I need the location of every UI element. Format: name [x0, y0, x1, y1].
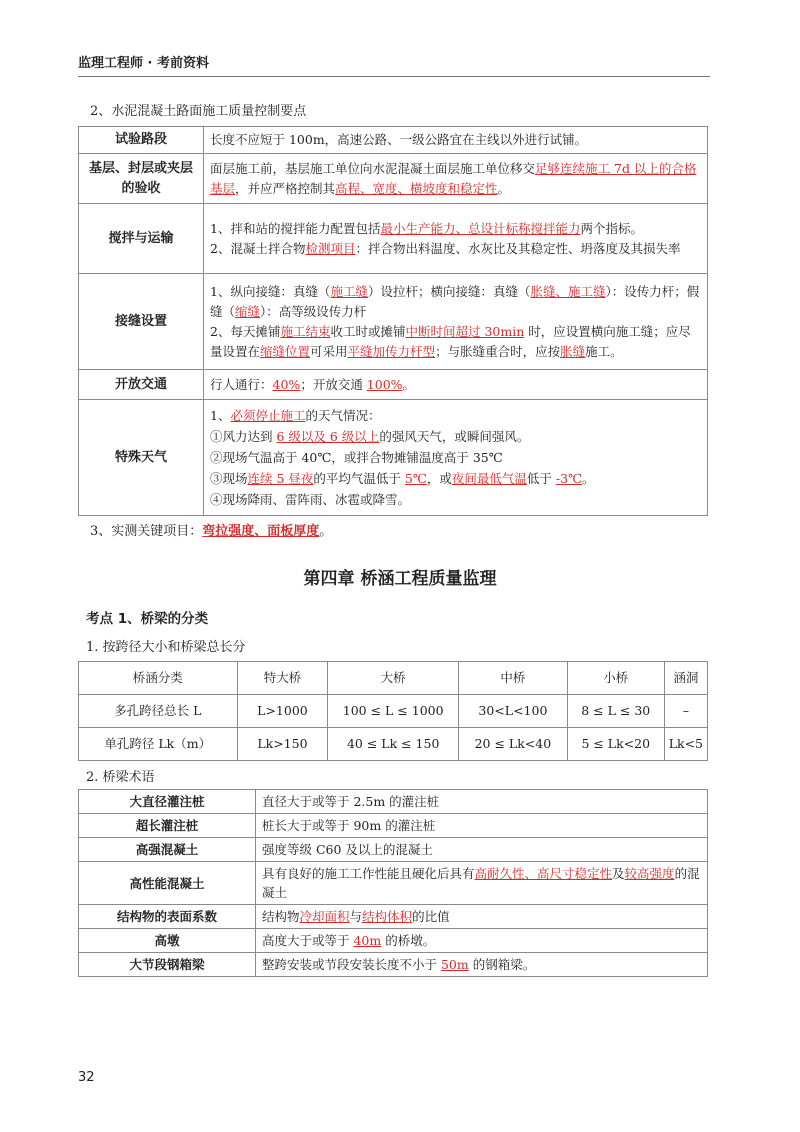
highlight: 高程、宽度、横坡度和稳定性 — [335, 180, 498, 196]
text: 具有良好的施工工作性能且硬化后具有 — [262, 866, 475, 881]
bridge-classification-table — [78, 661, 708, 761]
term: 高墩 — [79, 929, 256, 953]
table-cell: 8 ≤ L ≤ 30 — [567, 695, 664, 728]
text: 高度大于或等于 — [262, 933, 354, 948]
page-header: 监理工程师 · 考前资料 — [78, 56, 209, 71]
table-row — [79, 838, 708, 862]
table-cell: 40 ≤ Lk ≤ 150 — [328, 728, 459, 761]
text: 1、拌和站的搅拌能力配置包括 — [210, 220, 381, 236]
text: 两个指标。 — [580, 220, 643, 236]
highlight: 施工缝 — [330, 283, 368, 299]
highlight: 胀缝、施工缝 — [530, 283, 606, 299]
text: ；与胀缝重合时，应按 — [435, 343, 561, 359]
table-row — [79, 370, 708, 400]
text: 的比值 — [412, 909, 450, 924]
header-divider — [78, 76, 710, 77]
text: 的天气情况： — [305, 408, 381, 423]
highlight: 最小生产能力、总设计标称搅拌能力 — [380, 220, 581, 236]
row-value — [204, 154, 708, 204]
table-row — [79, 154, 708, 204]
definition — [256, 905, 708, 929]
highlight: 缩缝 — [235, 303, 261, 319]
text: 1、 — [210, 408, 231, 423]
text: 的钢箱梁。 — [468, 957, 536, 972]
column-header: 涵洞 — [664, 662, 707, 695]
definition: 直径大于或等于 2.5m 的灌注桩 — [256, 790, 708, 814]
text: 。 — [319, 524, 333, 539]
kaodian-heading: 考点 1、桥梁的分类 — [86, 611, 209, 627]
definition — [256, 862, 708, 905]
column-header: 桥涵分类 — [79, 662, 238, 695]
text: 的强风天气，或瞬间强风。 — [379, 429, 530, 444]
highlight: 施工结束 — [280, 323, 331, 339]
table-cell: 5 ≤ Lk<20 — [567, 728, 664, 761]
highlight: 冷却面积 — [299, 909, 350, 924]
table-cell: 多孔跨径总长 L — [79, 695, 238, 728]
text: 及 — [612, 866, 625, 881]
table-header-row — [79, 662, 708, 695]
table-row — [79, 953, 708, 977]
row-value: 长度不应短于 100m，高速公路、一级公路宜在主线以外进行试铺。 — [204, 127, 708, 154]
column-header: 特大桥 — [237, 662, 328, 695]
text: ①风力达到 — [210, 429, 277, 444]
text: 的平均气温低于 — [313, 471, 405, 486]
highlight: 结构体积 — [362, 909, 413, 924]
highlight: 夜间最低气温 — [451, 471, 527, 486]
table-row — [79, 695, 708, 728]
row-value — [204, 274, 708, 370]
section-3-line — [90, 520, 332, 539]
text: ）：高等级设传力杆 — [260, 303, 367, 319]
text: 2、每天摊铺 — [210, 323, 281, 339]
term: 大节段钢箱梁 — [79, 953, 256, 977]
text: ，并应严格控制其 — [235, 180, 336, 196]
column-header: 中桥 — [458, 662, 567, 695]
definition: 强度等级 C60 及以上的混凝土 — [256, 838, 708, 862]
text: ）设拉杆；横向接缝：真缝（ — [367, 283, 531, 299]
highlight: 弯拉强度、面板厚度 — [202, 524, 320, 539]
text: 可采用 — [310, 343, 348, 359]
row-key: 接缝设置 — [79, 274, 204, 370]
highlight: 平缝加传力杆型 — [347, 343, 436, 359]
highlight: 中断时间超过 30min — [405, 323, 525, 339]
highlight: 高耐久性、高尺寸稳定性 — [474, 866, 613, 881]
term: 结构物的表面系数 — [79, 905, 256, 929]
text: ③现场 — [210, 471, 248, 486]
chapter-title: 第四章 桥涵工程质量监理 — [303, 569, 497, 589]
text: 2、混凝土拌合物 — [210, 240, 306, 256]
highlight: 缩缝位置 — [260, 343, 311, 359]
text: ，或 — [426, 471, 452, 486]
highlight: 检测项目 — [305, 240, 356, 256]
highlight: 50m — [440, 957, 469, 972]
quality-control-table — [78, 126, 708, 516]
table-row — [79, 790, 708, 814]
subheading: 1. 按跨径大小和桥梁总长分 — [86, 640, 246, 655]
table-row — [79, 814, 708, 838]
definition — [256, 929, 708, 953]
highlight: 100% — [366, 376, 403, 392]
definition: 桩长大于或等于 90m 的灌注桩 — [256, 814, 708, 838]
table-cell: 单孔跨径 Lk（m） — [79, 728, 238, 761]
text: ）：设传力杆；假缝（ — [210, 283, 700, 319]
text: 时，应设置横向施工缝；应尽量设置在 — [210, 323, 691, 359]
row-value — [204, 370, 708, 400]
highlight: 连续 5 昼夜 — [247, 471, 314, 486]
column-header: 大桥 — [328, 662, 459, 695]
text: 整跨安装或节段安装长度不小于 — [262, 957, 441, 972]
row-key: 基层、封层或夹层的验收 — [79, 154, 204, 204]
text: 行人通行： — [210, 376, 273, 392]
term: 超长灌注桩 — [79, 814, 256, 838]
highlight: 胀缝 — [560, 343, 586, 359]
text: 。 — [582, 471, 595, 486]
table-cell: Lk<5 — [664, 728, 707, 761]
page-number: 32 — [78, 1070, 95, 1085]
text: 收工时或摊铺 — [330, 323, 406, 339]
text: ；开放交通 — [300, 376, 367, 392]
table-row — [79, 274, 708, 370]
text: 结构物 — [262, 909, 300, 924]
text: 1、纵向接缝：真缝（ — [210, 283, 331, 299]
highlight: 足够连续施工 7d 以上的合格基层 — [210, 160, 697, 196]
table-row — [79, 728, 708, 761]
table-cell: – — [664, 695, 707, 728]
highlight: 40% — [272, 376, 301, 392]
highlight: 6 级以及 6 级以上 — [276, 429, 380, 444]
table-cell: L>1000 — [237, 695, 328, 728]
text: 的桥墩。 — [381, 933, 436, 948]
text: 的混凝土 — [262, 866, 700, 900]
section-heading: 2、水泥混凝土路面施工质量控制要点 — [90, 104, 307, 119]
highlight: 5℃ — [404, 471, 427, 486]
highlight: -3℃ — [555, 471, 583, 486]
term: 大直径灌注桩 — [79, 790, 256, 814]
row-value — [204, 400, 708, 516]
row-key: 特殊天气 — [79, 400, 204, 516]
column-header: 小桥 — [567, 662, 664, 695]
text: ④现场降雨、雷阵雨、冰雹或降雪。 — [210, 492, 411, 507]
highlight: 必须停止施工 — [230, 408, 306, 423]
text: ②现场气温高于 40℃，或拌合物摊铺温度高于 35℃ — [210, 450, 503, 465]
table-row — [79, 929, 708, 953]
table-cell: 100 ≤ L ≤ 1000 — [328, 695, 459, 728]
row-key: 搅拌与运输 — [79, 204, 204, 274]
row-key: 开放交通 — [79, 370, 204, 400]
highlight: 40m — [353, 933, 382, 948]
text: 面层施工前，基层施工单位向水泥混凝土面层施工单位移交 — [210, 160, 536, 176]
text: 。 — [402, 376, 416, 392]
table-cell: Lk>150 — [237, 728, 328, 761]
subheading: 2. 桥梁术语 — [86, 770, 155, 785]
text: 施工。 — [585, 343, 623, 359]
definition — [256, 953, 708, 977]
table-row — [79, 204, 708, 274]
text: ：拌合物出料温度、水灰比及其稳定性、坍落度及其损失率 — [355, 240, 681, 256]
table-row — [79, 905, 708, 929]
table-row — [79, 127, 708, 154]
table-row — [79, 400, 708, 516]
highlight: 较高强度 — [624, 866, 675, 881]
term: 高性能混凝土 — [79, 862, 256, 905]
text: 与 — [349, 909, 363, 924]
text: 3、实测关键项目： — [90, 524, 203, 539]
table-cell: 20 ≤ Lk<40 — [458, 728, 567, 761]
term: 高强混凝土 — [79, 838, 256, 862]
text: 。 — [497, 180, 511, 196]
row-value — [204, 204, 708, 274]
text: 低于 — [526, 471, 556, 486]
table-row — [79, 862, 708, 905]
table-cell: 30<L<100 — [458, 695, 567, 728]
bridge-terms-table — [78, 789, 708, 977]
row-key: 试验路段 — [79, 127, 204, 154]
